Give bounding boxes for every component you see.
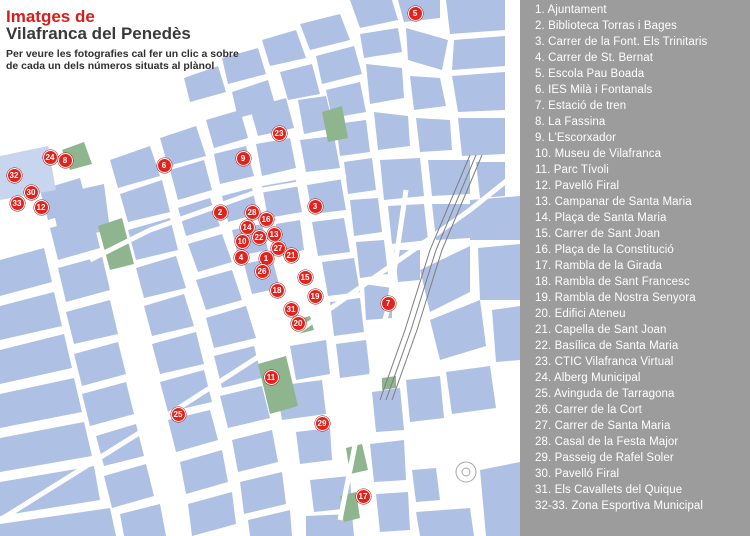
marker-31[interactable]: 31 xyxy=(284,302,299,317)
marker-15[interactable]: 15 xyxy=(298,270,313,285)
marker-28[interactable]: 28 xyxy=(245,205,260,220)
legend-list xyxy=(520,0,750,514)
title-line-1: Imatges de xyxy=(6,7,95,26)
legend-item-24[interactable]: 24. Alberg Municipal xyxy=(535,372,641,384)
marker-10[interactable]: 10 xyxy=(235,234,250,249)
legend-item-30[interactable]: 30. Pavelló Firal xyxy=(535,468,620,480)
legend-item-16[interactable]: 16. Plaça de la Constitució xyxy=(535,244,674,256)
legend-item-15[interactable]: 15. Carrer de Sant Joan xyxy=(535,228,661,240)
legend-item-9[interactable]: 9. L'Escorxador xyxy=(535,132,617,144)
marker-22[interactable]: 22 xyxy=(252,230,267,245)
legend-item-28[interactable]: 28. Casal de la Festa Major xyxy=(535,436,679,448)
legend-item-1[interactable]: 1. Ajuntament xyxy=(535,4,607,16)
legend-item-11[interactable]: 11. Parc Tívoli xyxy=(535,164,609,176)
legend-item-29[interactable]: 29. Passeig de Rafel Soler xyxy=(535,452,674,464)
marker-18[interactable]: 18 xyxy=(270,283,285,298)
marker-32[interactable]: 32 xyxy=(7,168,22,183)
marker-29[interactable]: 29 xyxy=(315,416,330,431)
legend-item-17[interactable]: 17. Rambla de la Girada xyxy=(535,260,662,272)
marker-23[interactable]: 23 xyxy=(272,126,287,141)
legend-item-22[interactable]: 22. Basílica de Santa Maria xyxy=(535,340,679,352)
marker-4[interactable]: 4 xyxy=(234,250,249,265)
legend-item-12[interactable]: 12. Pavelló Firal xyxy=(535,180,620,192)
marker-17[interactable]: 17 xyxy=(356,489,371,504)
marker-8[interactable]: 8 xyxy=(58,153,73,168)
marker-21[interactable]: 21 xyxy=(284,248,299,263)
marker-1[interactable]: 1 xyxy=(259,251,274,266)
marker-5[interactable]: 5 xyxy=(408,6,423,21)
marker-20[interactable]: 20 xyxy=(291,316,306,331)
marker-6[interactable]: 6 xyxy=(157,158,172,173)
legend-item-7[interactable]: 7. Estació de tren xyxy=(535,100,627,112)
legend-item-6[interactable]: 6. IES Milà i Fontanals xyxy=(535,84,653,96)
marker-26[interactable]: 26 xyxy=(255,264,270,279)
legend-panel xyxy=(520,0,750,536)
marker-11[interactable]: 11 xyxy=(264,370,279,385)
marker-9[interactable]: 9 xyxy=(236,151,251,166)
marker-33[interactable]: 33 xyxy=(10,196,25,211)
legend-item-31[interactable]: 31. Els Cavallets del Quique xyxy=(535,484,683,496)
legend-item-4[interactable]: 4. Carrer de St. Bernat xyxy=(535,52,653,64)
legend-item-3[interactable]: 3. Carrer de la Font. Els Trinitaris xyxy=(535,36,708,48)
legend-item-25[interactable]: 25. Avinguda de Tarragona xyxy=(535,388,675,400)
marker-27[interactable]: 27 xyxy=(271,241,286,256)
legend-item-26[interactable]: 26. Carrer de la Cort xyxy=(535,404,642,416)
marker-12[interactable]: 12 xyxy=(34,200,49,215)
map-title-block xyxy=(6,8,306,72)
marker-30[interactable]: 30 xyxy=(24,185,39,200)
instructions-line-1: Per veure les fotografies cal fer un clic a sobre xyxy=(6,48,239,60)
legend-item-27[interactable]: 27. Carrer de Santa Maria xyxy=(535,420,671,432)
legend-item-13[interactable]: 13. Campanar de Santa Maria xyxy=(535,196,692,208)
legend-item-2[interactable]: 2. Biblioteca Torras i Bages xyxy=(535,20,677,32)
legend-item-14[interactable]: 14. Plaça de Santa Maria xyxy=(535,212,667,224)
legend-item-18[interactable]: 18. Rambla de Sant Francesc xyxy=(535,276,690,288)
marker-13[interactable]: 13 xyxy=(267,227,282,242)
marker-3[interactable]: 3 xyxy=(308,199,323,214)
marker-14[interactable]: 14 xyxy=(240,220,255,235)
legend-item-23[interactable]: 23. CTIC Vilafranca Virtual xyxy=(535,356,674,368)
legend-item-21[interactable]: 21. Capella de Sant Joan xyxy=(535,324,667,336)
roundabout xyxy=(456,462,476,482)
legend-item-8[interactable]: 8. La Fassina xyxy=(535,116,606,128)
marker-7[interactable]: 7 xyxy=(381,296,396,311)
title-line-2: Vilafranca del Penedès xyxy=(6,24,191,43)
legend-item-19[interactable]: 19. Rambla de Nostra Senyora xyxy=(535,292,696,304)
legend-item-10[interactable]: 10. Museu de Vilafranca xyxy=(535,148,662,160)
legend-item-20[interactable]: 20. Edifici Ateneu xyxy=(535,308,626,320)
marker-19[interactable]: 19 xyxy=(308,289,323,304)
instructions-line-2: de cada un dels números situats al plànol xyxy=(6,60,215,72)
marker-16[interactable]: 16 xyxy=(259,212,274,227)
legend-item-5[interactable]: 5. Escola Pau Boada xyxy=(535,68,645,80)
legend-item-32-33[interactable]: 32-33. Zona Esportiva Municipal xyxy=(535,500,704,512)
instructions-text xyxy=(6,48,306,72)
marker-2[interactable]: 2 xyxy=(213,205,228,220)
marker-25[interactable]: 25 xyxy=(171,407,186,422)
marker-24[interactable]: 24 xyxy=(43,150,58,165)
